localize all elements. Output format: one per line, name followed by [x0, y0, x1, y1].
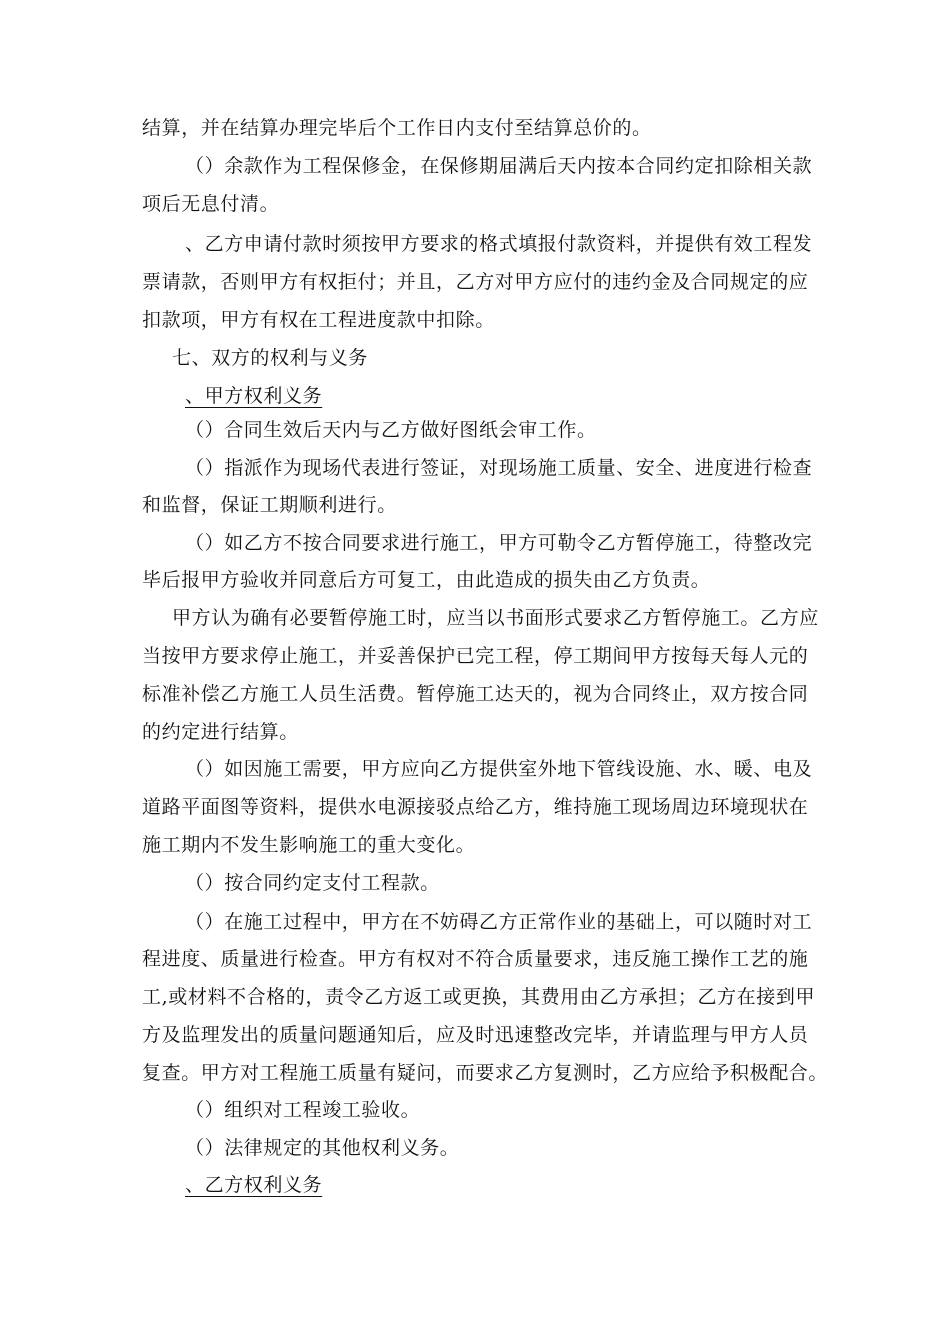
paragraph-line: 的约定进行结算。 [142, 721, 299, 743]
paragraph-line: （）如乙方不按合同要求进行施工，甲方可勒令乙方暂停施工，待整改完 [185, 532, 813, 554]
paragraph-line: （）如因施工需要，甲方应向乙方提供室外地下管线设施、水、暖、电及 [185, 758, 813, 780]
paragraph-line: （）按合同约定支付工程款。 [185, 872, 440, 894]
paragraph-line: （）组织对工程竣工验收。 [185, 1099, 421, 1121]
paragraph-line: 和监督，保证工期顺利进行。 [142, 494, 397, 516]
paragraph-line: 毕后报甲方验收并同意后方可复工，由此造成的损失由乙方负责。 [142, 569, 711, 591]
paragraph-line: 方及监理发出的质量问题通知后，应及时迅速整改完毕，并请监理与甲方人员 [142, 1024, 809, 1046]
section-heading: 七、双方的权利与义务 [172, 347, 369, 369]
paragraph-line: （）余款作为工程保修金，在保修期届满后天内按本合同约定扣除相关款 [185, 155, 813, 177]
paragraph-line: 扣款项，甲方有权在工程进度款中扣除。 [142, 309, 495, 331]
paragraph-line: 项后无息付清。 [142, 193, 280, 215]
paragraph-line: （）法律规定的其他权利义务。 [185, 1137, 460, 1159]
subsection-heading: 、甲方权利义务 [185, 385, 323, 407]
paragraph-line: 复查。甲方对工程施工质量有疑问，而要求乙方复测时，乙方应给予积极配合。 [142, 1062, 829, 1084]
paragraph-line: 甲方认为确有必要暂停施工时，应当以书面形式要求乙方暂停施工。乙方应 [172, 607, 819, 629]
paragraph-line: 、乙方申请付款时须按甲方要求的格式填报付款资料，并提供有效工程发 [185, 233, 813, 255]
paragraph-line: 当按甲方要求停止施工，并妥善保护已完工程，停工期间甲方按每天每人元的 [142, 645, 809, 667]
paragraph-line: （）指派作为现场代表进行签证，对现场施工质量、安全、进度进行检查 [185, 457, 813, 479]
paragraph-line: 结算，并在结算办理完毕后个工作日内支付至结算总价的。 [142, 117, 652, 139]
paragraph-line: 标准补偿乙方施工人员生活费。暂停施工达天的，视为合同终止，双方按合同 [142, 683, 809, 705]
paragraph-line: （）在施工过程中，甲方在不妨碍乙方正常作业的基础上，可以随时对工 [185, 911, 813, 933]
subsection-heading: 、乙方权利义务 [185, 1174, 323, 1196]
paragraph-line: 道路平面图等资料，提供水电源接驳点给乙方，维持施工现场周边环境现状在 [142, 796, 809, 818]
paragraph-line: （）合同生效后天内与乙方做好图纸会审工作。 [185, 419, 597, 441]
paragraph-line: 工,或材料不合格的，责令乙方返工或更换，其费用由乙方承担；乙方在接到甲 [142, 986, 816, 1008]
paragraph-line: 票请款，否则甲方有权拒付；并且，乙方对甲方应付的违约金及合同规定的应 [142, 271, 809, 293]
paragraph-line: 施工期内不发生影响施工的重大变化。 [142, 834, 476, 856]
paragraph-line: 程进度、质量进行检查。甲方有权对不符合质量要求，违反施工操作工艺的施 [142, 948, 809, 970]
